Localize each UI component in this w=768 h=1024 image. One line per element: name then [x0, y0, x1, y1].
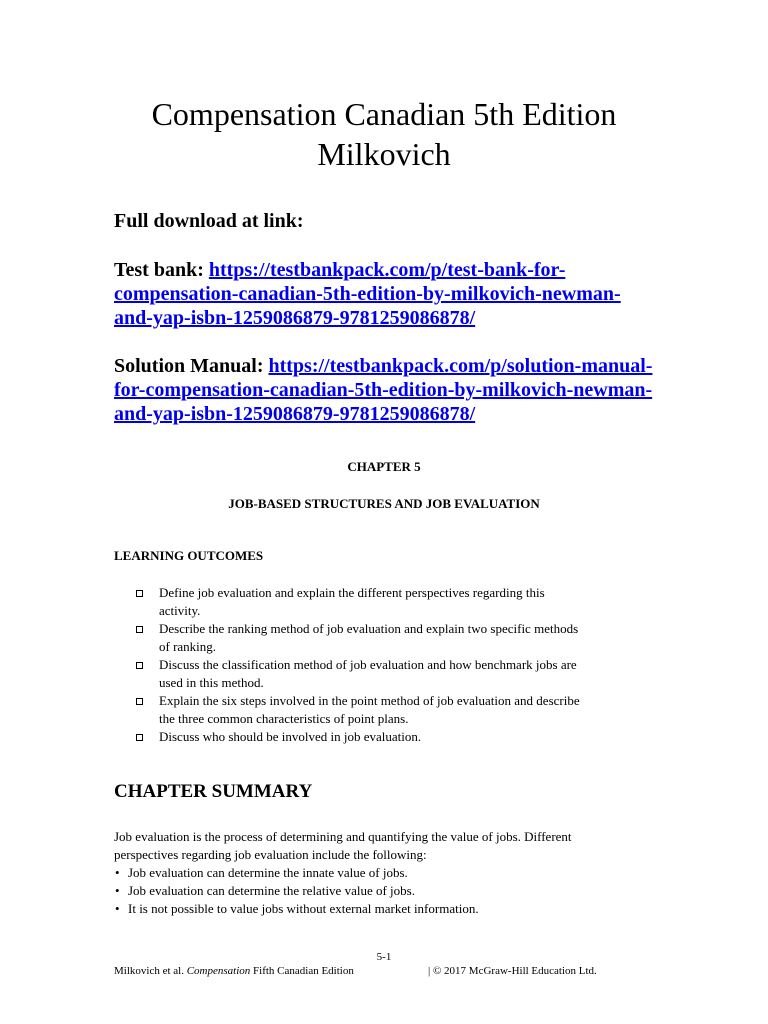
title-line-2: Milkovich: [317, 136, 451, 172]
summary-intro-line-1: Job evaluation is the process of determining and quantifying the value of jobs. Different: [114, 829, 572, 844]
chapter-label: CHAPTER 5: [347, 459, 421, 474]
list-item: [134, 584, 654, 620]
solution-manual-link-line-2[interactable]: for-compensation-canadian-5th-edition-by-milkovich-newman-: [114, 379, 653, 401]
outcome-text-line-2: the three common characteristics of point plans.: [159, 711, 409, 726]
outcome-text-line-1: Explain the six steps involved in the point method of job evaluation and describe: [159, 693, 580, 708]
learning-outcomes-heading: LEARNING OUTCOMES: [114, 548, 264, 563]
outcome-text-line-1: Discuss who should be involved in job evaluation.: [159, 729, 422, 744]
chapter-title: JOB-BASED STRUCTURES AND JOB EVALUATION: [228, 496, 540, 511]
outcome-text-line-2: activity.: [159, 603, 201, 618]
summary-bullet-list: [114, 864, 479, 918]
test-bank-block: [114, 258, 674, 330]
outcome-text-line-1: Describe the ranking method of job evaluation and explain two specific methods: [159, 621, 579, 636]
list-item: [114, 864, 479, 882]
outcome-text-line-1: Discuss the classification method of job evaluation and how benchmark jobs are: [159, 657, 577, 672]
checkbox-bullet-icon: [136, 734, 143, 741]
summary-bullet-text: Job evaluation can determine the innate value of jobs.: [128, 865, 408, 880]
footer-book-title: Compensation: [186, 965, 251, 977]
list-item: [134, 728, 654, 746]
outcome-text-line-1: Define job evaluation and explain the different perspectives regarding this: [159, 585, 545, 600]
list-item: [134, 692, 654, 728]
checkbox-bullet-icon: [136, 590, 143, 597]
list-item: [134, 656, 654, 692]
summary-bullet-text: It is not possible to value jobs without external market information.: [128, 901, 479, 916]
bullet-icon: •: [115, 883, 120, 898]
checkbox-bullet-icon: [136, 662, 143, 669]
bullet-icon: •: [115, 901, 120, 916]
outcome-text-line-2: used in this method.: [159, 675, 264, 690]
download-label: Full download at link:: [114, 210, 304, 232]
learning-outcomes-list: [134, 584, 654, 746]
title-line-1: Compensation Canadian 5th Edition: [151, 96, 617, 132]
test-bank-label: Test bank:: [114, 259, 204, 281]
page-number: 5-1: [376, 951, 392, 963]
footer-citation: [114, 964, 354, 978]
footer-suffix: Fifth Canadian Edition: [250, 965, 354, 977]
summary-intro-line-2: perspectives regarding job evaluation include the following:: [114, 847, 427, 862]
footer-copyright: | © 2017 McGraw-Hill Education Ltd.: [428, 965, 597, 977]
test-bank-link-line-3[interactable]: and-yap-isbn-1259086879-9781259086878/: [114, 307, 476, 329]
list-item: [114, 900, 479, 918]
checkbox-bullet-icon: [136, 698, 143, 705]
list-item: [114, 882, 479, 900]
test-bank-link-line-1[interactable]: https://testbankpack.com/p/test-bank-for-: [208, 259, 566, 281]
chapter-summary-heading: CHAPTER SUMMARY: [114, 781, 313, 802]
checkbox-bullet-icon: [136, 626, 143, 633]
outcome-text-line-2: of ranking.: [159, 639, 217, 654]
summary-bullet-text: Job evaluation can determine the relative value of jobs.: [128, 883, 415, 898]
list-item: [134, 620, 654, 656]
bullet-icon: •: [115, 865, 120, 880]
solution-manual-label: Solution Manual:: [114, 355, 264, 377]
summary-intro: [114, 828, 654, 864]
test-bank-link-line-2[interactable]: compensation-canadian-5th-edition-by-milkovich-newman-: [114, 283, 621, 305]
solution-manual-link-line-3[interactable]: and-yap-isbn-1259086879-9781259086878/: [114, 403, 476, 425]
document-title: [0, 94, 768, 174]
solution-manual-block: [114, 354, 674, 426]
footer-prefix: Milkovich et al.: [114, 965, 187, 977]
solution-manual-link-line-1[interactable]: https://testbankpack.com/p/solution-manual-: [268, 355, 653, 377]
